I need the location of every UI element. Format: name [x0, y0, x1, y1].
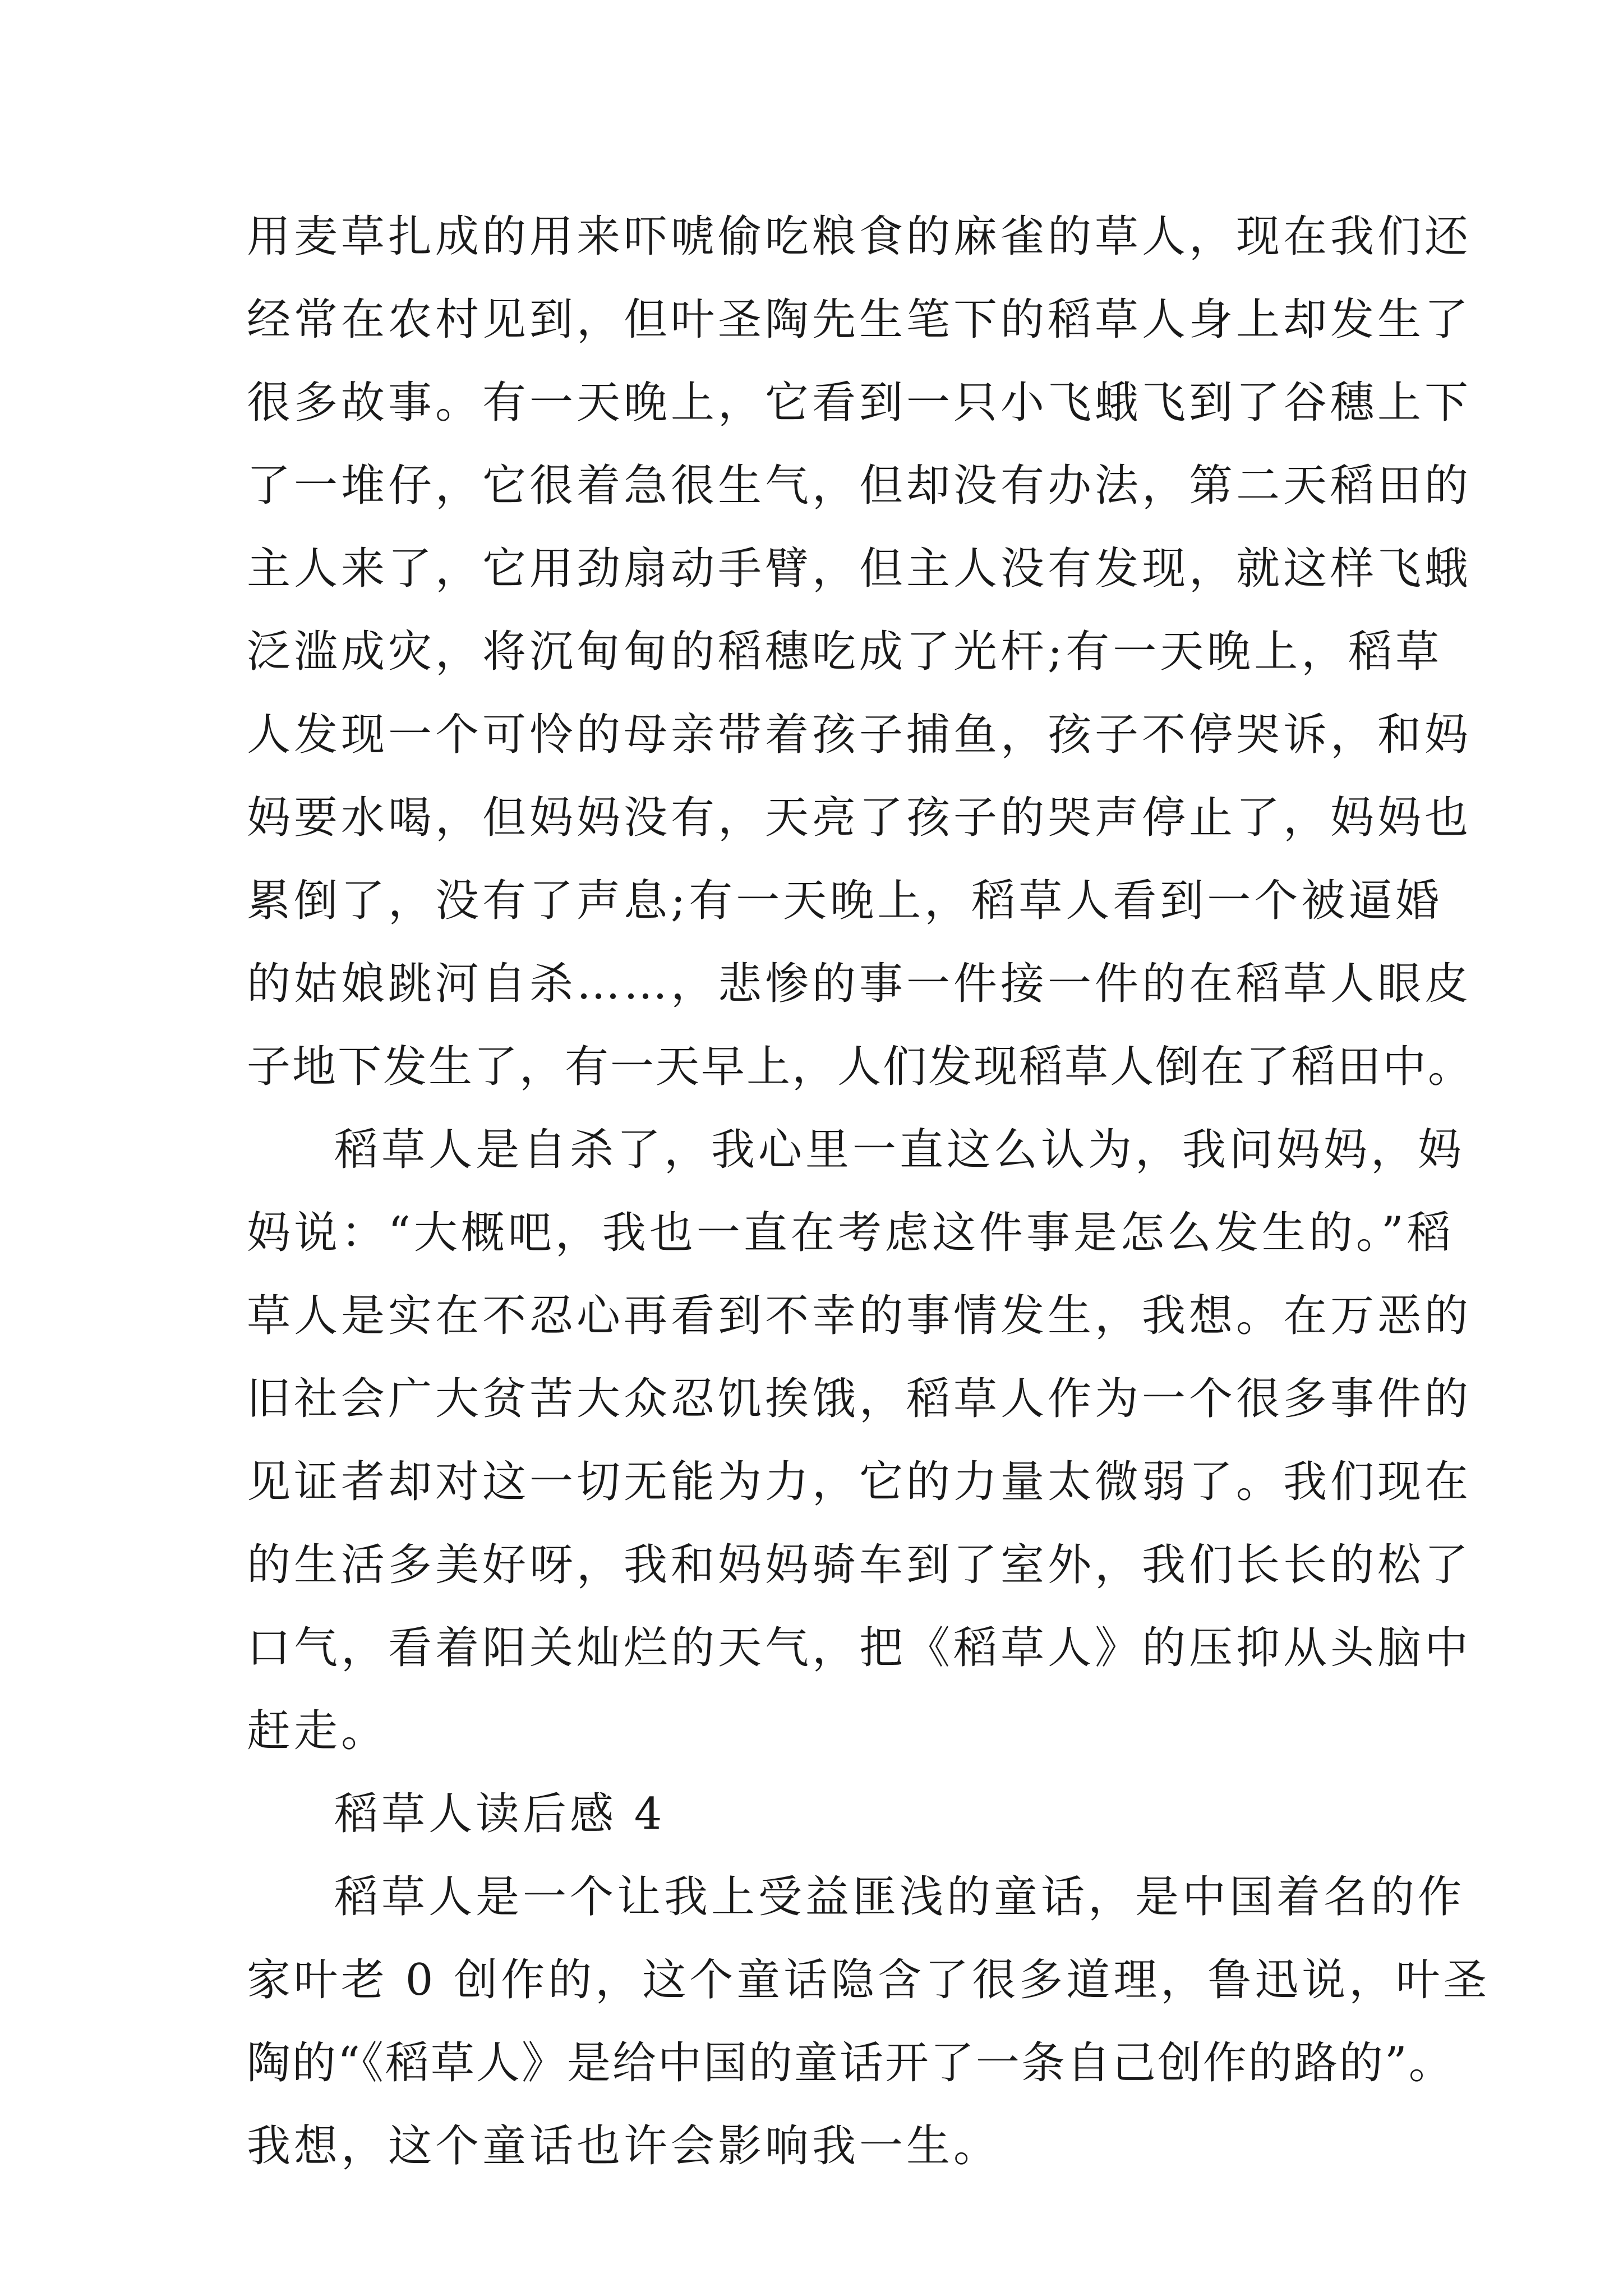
text-line: 的生活多美好呀，我和妈妈骑车到了室外，我们长长的松了 [247, 1540, 1472, 1590]
text-line: 旧社会广大贫苦大众忍饥挨饿，稻草人作为一个很多事件的 [247, 1374, 1472, 1424]
text-line: 妈要水喝，但妈妈没有，天亮了孩子的哭声停止了，妈妈也 [247, 793, 1472, 843]
paragraph-start-line: 稻草人是一个让我上受益匪浅的童话，是中国着名的作 [334, 1872, 1465, 1922]
text-line: 口气，看着阳关灿烂的天气，把《稻草人》的压抑从头脑中 [247, 1623, 1472, 1673]
text-line: 主人来了，它用劲扇动手臂，但主人没有发现，就这样飞蛾 [247, 544, 1472, 594]
text-line: 了一堆仔，它很着急很生气，但却没有办法，第二天稻田的 [247, 461, 1472, 511]
text-line: 用麦草扎成的用来吓唬偷吃粮食的麻雀的草人，现在我们还 [247, 211, 1472, 262]
text-line: 妈说：“大概吧，我也一直在考虑这件事是怎么发生的。”稻 [247, 1208, 1454, 1258]
text-line: 很多故事。有一天晚上，它看到一只小飞蛾飞到了谷穗上下 [247, 378, 1472, 428]
text-line: 草人是实在不忍心再看到不幸的事情发生，我想。在万恶的 [247, 1291, 1472, 1341]
text-line: 人发现一个可怜的母亲带着孩子捕鱼，孩子不停哭诉，和妈 [247, 710, 1472, 760]
text-line: 赶走。 [247, 1706, 389, 1756]
text-line: 见证者却对这一切无能为力，它的力量太微弱了。我们现在 [247, 1457, 1472, 1507]
text-line: 累倒了，没有了声息;有一天晚上，稻草人看到一个被逼婚 [247, 876, 1443, 926]
text-line: 子地下发生了，有一天早上，人们发现稻草人倒在了稻田中。 [247, 1042, 1474, 1092]
paragraph-start-line: 稻草人是自杀了，我心里一直这么认为，我问妈妈，妈 [334, 1125, 1465, 1175]
text-line: 的姑娘跳河自杀……，悲惨的事一件接一件的在稻草人眼皮 [247, 959, 1472, 1009]
section-heading: 稻草人读后感 4 [334, 1789, 666, 1839]
text-line: 家叶老 0 创作的，这个童话隐含了很多道理，鲁迅说，叶圣 [247, 1955, 1491, 2005]
text-line: 我想，这个童话也许会影响我一生。 [247, 2121, 1001, 2171]
text-line: 泛滥成灾，将沉甸甸的稻穗吃成了光杆;有一天晚上，稻草 [247, 627, 1443, 677]
document-body [247, 195, 1491, 2188]
text-line: 陶的“《稻草人》是给中国的童话开了一条自己创作的路的”。 [247, 2038, 1454, 2088]
text-line: 经常在农村见到，但叶圣陶先生笔下的稻草人身上却发生了 [247, 295, 1472, 345]
